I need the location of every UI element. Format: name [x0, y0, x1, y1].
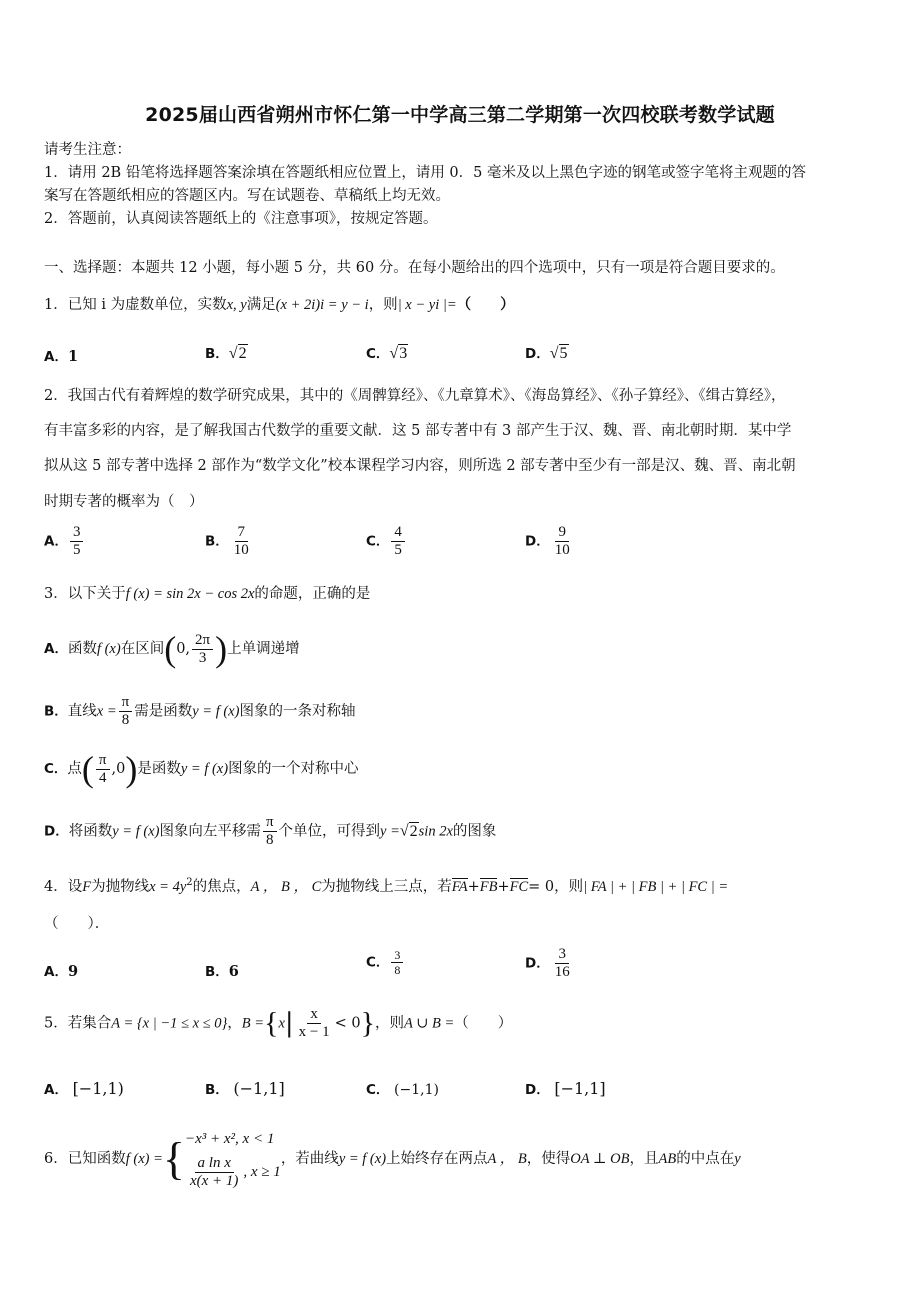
q3-option-d[interactable]: D．将函数y = f (x)图象向左平移需 $\frac{\pi}{8}$ 个单位，可得到y =√2sin 2x的图象 — [44, 814, 497, 848]
notice-item2: 2．答题前，认真阅读答题纸上的《注意事项》，按规定答题。 — [44, 211, 438, 227]
q5-option-b[interactable]: B． (−1,1] — [205, 1079, 285, 1098]
notice-item1-b: 案写在答题纸相应的答题区内。写在试题卷、草稿纸上均无效。 — [44, 188, 450, 204]
q2-line3: 拟从这 5 部专著中选择 2 部作为“数学文化”校本课程学习内容，则所选 2 部专著中至少有一部是汉、魏、晋、南北朝 — [44, 458, 796, 474]
q4-option-b[interactable]: B．6 — [205, 963, 239, 980]
q4-option-d[interactable]: D． $\frac{3}{16}$ — [525, 946, 570, 980]
q4-option-c[interactable]: C． $\frac{3}{8}$ — [366, 948, 405, 977]
page-title: 2025届山西省朔州市怀仁第一中学高三第二学期第一次四校联考数学试题 — [145, 104, 775, 126]
q4-stem: 4．设F为抛物线$x = 4y^2$的焦点，A ， B ， C为抛物线上三点，若FA+FB+FC= 0，则| FA | + | FB | + | FC | = — [44, 877, 729, 895]
q2-line2: 有丰富多彩的内容，是了解我国古代数学的重要文献．这 5 部专著中有 3 部产生于汉、魏、晋、南北朝时期．某中学 — [44, 423, 792, 439]
q2-option-a[interactable]: A． $\frac{3}{5}$ — [44, 524, 85, 559]
q2-option-b[interactable]: B． $\frac{7}{10}$ — [205, 524, 249, 558]
q6-stem: 6．已知函数f (x) ={ −x³ + x², x < 1 $\frac{\text{a ln x}}{x(x + 1)}$ , x ≥ 1 ，若曲线y = f (x)上始终存在两点A ， B，使得OA ⊥ OB，且AB的中点在y — [44, 1130, 741, 1189]
q1-option-a[interactable]: A．1 — [44, 348, 79, 365]
q2-line4: 时期专著的概率为（ ） — [44, 494, 204, 510]
q4-line2: （ ）． — [44, 916, 110, 932]
q1-option-c[interactable]: C．√3 — [366, 345, 408, 362]
q4-option-a[interactable]: A．9 — [44, 963, 79, 980]
q2-option-c[interactable]: C． $\frac{4}{5}$ — [366, 524, 407, 559]
q5-option-c[interactable]: C． (−1,1) — [366, 1082, 439, 1098]
q3-stem: 3．以下关于f (x) = sin 2x − cos 2x的命题，正确的是 — [44, 586, 371, 602]
q5-stem: 5．若集合A = {x | −1 ≤ x ≤ 0}，B ={x| $\frac{x}{x - 1}$ < 0}，则A ∪ B =（ ） — [44, 1006, 513, 1040]
q1-option-d[interactable]: D．√5 — [525, 345, 568, 362]
q1-stem: 1．已知 i 为虚数单位，实数x, y满足(x + 2i)i = y − i，则| x − yi |=（ ） — [44, 296, 515, 313]
q3-option-c[interactable]: C．点( $\frac{\pi}{4}$ ,0)是函数y = f (x)图象的一个对称中心 — [44, 749, 359, 789]
q3-option-a[interactable]: A．函数f (x)在区间(0, $\frac{2\pi}{3}$ )上单调递增 — [44, 629, 300, 669]
q5-option-a[interactable]: A． [−1,1) — [44, 1079, 124, 1098]
section-heading: 一、选择题：本题共 12 小题，每小题 5 分，共 60 分。在每小题给出的四个选项中，只有一项是符合题目要求的。 — [44, 260, 785, 276]
q2-option-d[interactable]: D． $\frac{9}{10}$ — [525, 524, 570, 558]
q3-option-b[interactable]: B．直线x = $\frac{\pi}{8}$ 需是函数y = f (x)图象的一条对称轴 — [44, 694, 356, 728]
q5-option-d[interactable]: D． [−1,1] — [525, 1079, 606, 1098]
q1-option-b[interactable]: B．√2 — [205, 345, 247, 362]
notice-item1-a: 1．请用 2B 铅笔将选择题答案涂填在答题纸相应位置上，请用 0．5 毫米及以上黑色字迹的钢笔或签字笔将主观题的答 — [44, 165, 806, 181]
notice-heading: 请考生注意： — [44, 142, 131, 158]
q2-line1: 2．我国古代有着辉煌的数学研究成果，其中的《周髀算经》、《九章算术》、《海岛算经》、《孙子算经》、《缉古算经》， — [44, 388, 786, 404]
